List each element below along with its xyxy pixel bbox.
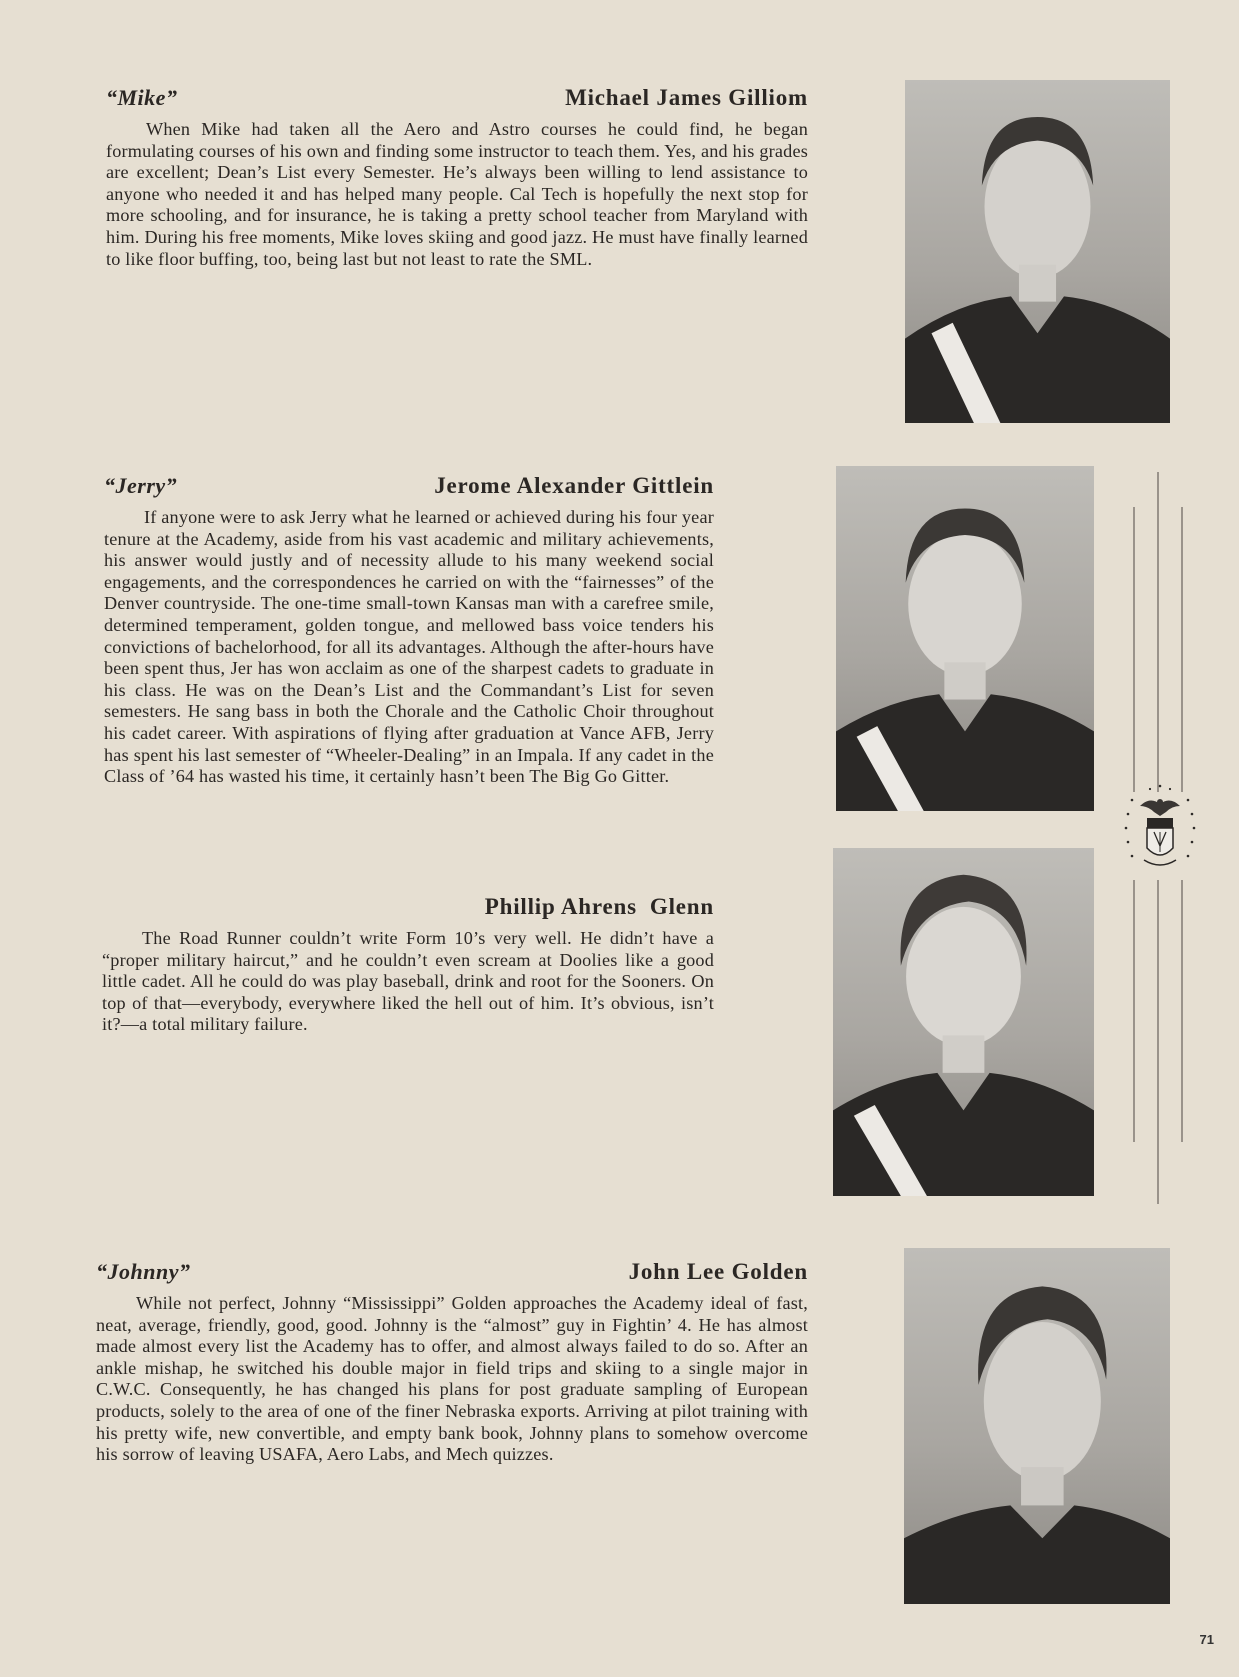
decorative-rule (1181, 880, 1183, 1142)
full-name: John Lee Golden (628, 1259, 808, 1284)
entry-header (96, 1259, 808, 1293)
academy-crest-icon (1120, 780, 1200, 878)
portrait-photo-golden (904, 1248, 1170, 1604)
portrait-photo-gittlein (836, 466, 1094, 811)
entry-header (104, 473, 714, 507)
biography: While not perfect, Johnny “Mississippi” Golden approaches the Academy ideal of fast, neat, average, friendly, good, good. Johnny is the “almost” guy in Fightin’ 4. He has almost made almost every list the Academy has to offer, and almost always failed to do so. After an ankle mishap, he switched his double major in field trips and skiing to a single major in C.W.C. Consequently, he has changed his plans for post graduate sampling of European products, solely to the area of one of the finer Nebraska exports. Arriving at pilot training with his pretty wife, new convertible, and empty bank book, Johnny plans to somehow overcome his sorrow of leaving USAFA, Aero Labs, and Mech quizzes. (96, 1293, 808, 1465)
decorative-rule (1133, 507, 1135, 792)
portrait-photo-glenn (833, 848, 1094, 1196)
decorative-rule (1133, 880, 1135, 1142)
full-name: Jerome Alexander Gittlein (434, 473, 714, 498)
nickname: “Jerry” (104, 473, 178, 498)
nickname: “Mike” (106, 85, 178, 110)
full-name: Michael James Gilliom (565, 85, 808, 110)
page-number: 71 (1199, 1632, 1214, 1647)
nickname: “Johnny” (96, 1259, 191, 1284)
entry-header (102, 894, 714, 928)
decorative-rule (1157, 880, 1159, 1204)
entry-golden (96, 1259, 808, 1466)
biography: The Road Runner couldn’t write Form 10’s very well. He didn’t have a “proper military haircut,” and he couldn’t even scream at Doolies like a good little cadet. All he could do was play baseball, drink and root for the Sooners. On top of that—everybody, everywhere liked the hell out of him. It’s obvious, isn’t it?—a total military failure. (102, 928, 714, 1035)
decorative-rule (1181, 507, 1183, 792)
biography: When Mike had taken all the Aero and Astro courses he could find, he began formulating courses of his own and finding some instructor to teach them. Yes, and his grades are excellent; Dean’s List every Semester. He’s always been willing to lend assistance to anyone who needed it and has helped many people. Cal Tech is hopefully the next stop for more schooling, and for insurance, he is taking a pretty school teacher from Maryland with him. During his free moments, Mike loves skiing and good jazz. He must have finally learned to like floor buffing, too, being last but not least to rate the SML. (106, 119, 808, 269)
entry-header (106, 85, 808, 119)
full-name: Phillip Ahrens Glenn (484, 894, 714, 919)
decorative-rule (1157, 472, 1159, 792)
biography: If anyone were to ask Jerry what he learned or achieved during his four year tenure at the Academy, aside from his vast academic and military achievements, his answer would justly and of necessity allude to his many weekend social engagements, and the correspondences he carried on with the “fairnesses” of the Denver countryside. The one-time small-town Kansas man with a carefree smile, determined temperament, golden tongue, and mellowed bass voice tenders his convictions of bachelorhood, for all its advantages. Although the after-hours have been spent thus, Jer has won acclaim as one of the sharpest cadets to graduate in his class. He was on the Dean’s List and the Commandant’s List for seven semesters. He sang bass in both the Chorale and the Catholic Choir throughout his cadet career. With aspirations of flying after graduation at Vance AFB, Jerry has spent his last semester of “Wheeler-Dealing” in an Impala. If any cadet in the Class of ’64 has wasted his time, it certainly hasn’t been The Big Go Gitter. (104, 507, 714, 787)
entry-glenn (102, 894, 714, 1036)
portrait-photo-gilliom (905, 80, 1170, 423)
entry-gilliom (106, 85, 808, 270)
entry-gittlein (104, 473, 714, 788)
